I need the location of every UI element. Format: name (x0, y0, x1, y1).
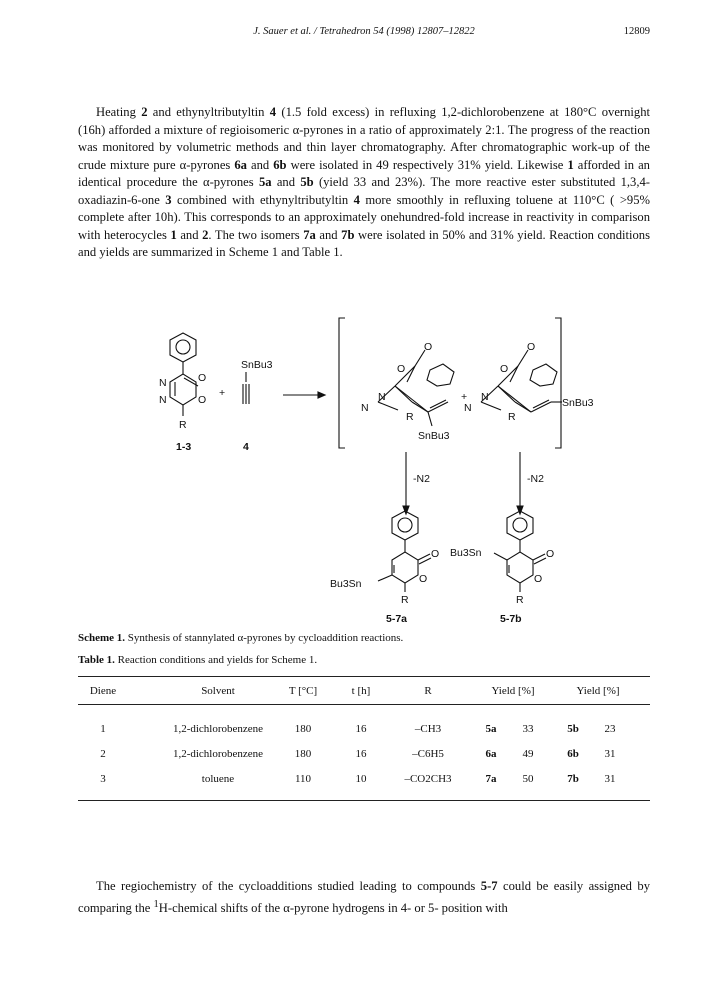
table-caption-text: Reaction conditions and yields for Scheme 1. (114, 654, 318, 666)
header-time: t [h] (351, 685, 371, 697)
header-r: R (424, 685, 432, 697)
scheme-1-figure (0, 300, 720, 630)
cell-yield-b: 23 (604, 723, 616, 735)
atom-n: N (159, 377, 167, 389)
scheme-caption (78, 632, 650, 644)
label-product-b: 5-7b (500, 613, 522, 625)
running-header (78, 26, 650, 42)
reagent-snbu3: SnBu3 (241, 359, 273, 371)
cell-diene: 1 (100, 723, 106, 735)
label-product-a: 5-7a (386, 613, 408, 625)
page-number: 12809 (623, 26, 650, 37)
atom-n: N (378, 391, 386, 403)
cell-time: 16 (355, 723, 367, 735)
cell-temperature: 180 (294, 723, 312, 735)
header-yield-a: Yield [%] (491, 685, 535, 697)
journal-citation: J. Sauer et al. / Tetrahedron 54 (1998) 12807–12822 (253, 26, 475, 37)
table-bottom-rule (78, 800, 650, 801)
product-pyrone-b (450, 511, 554, 625)
atom-r: R (179, 419, 187, 431)
cell-r: –CO2CH3 (404, 773, 452, 785)
cell-temperature: 180 (294, 748, 312, 760)
atom-o: O (198, 394, 207, 406)
bicyclic-intermediate-b (464, 341, 594, 423)
atom-o: O (397, 363, 406, 375)
header-temperature: T [°C] (288, 685, 318, 697)
substituent-snbu3: SnBu3 (418, 430, 450, 442)
cell-compound-a: 5a (485, 723, 497, 735)
table-caption (78, 654, 650, 666)
bicyclic-intermediate-a (361, 341, 454, 442)
step-label: -N2 (527, 473, 544, 485)
cell-time: 10 (355, 773, 367, 785)
body-paragraph-2: The regiochemistry of the cycloadditions studied leading to compounds 5-7 could be easily assigned by comparing the $^1$H-chemical shifts of the α-pyrone hydrogens in 4- or 5- position with (78, 879, 650, 915)
atom-o: O (419, 573, 428, 585)
plus-sign: + (461, 391, 468, 403)
scheme-caption-label: Scheme 1. (78, 632, 126, 644)
cell-diene: 2 (100, 748, 106, 760)
atom-n: N (361, 402, 369, 414)
atom-o: O (431, 548, 440, 560)
reactant-oxadiazinone (159, 333, 206, 453)
atom-o: O (527, 341, 536, 353)
cell-compound-a: 6a (485, 748, 497, 760)
cell-compound-b: 6b (567, 748, 579, 760)
cell-solvent: toluene (201, 773, 235, 785)
body-paragraph-1: Heating 2 and ethynyltributyltin 4 (1.5 fold excess) in refluxing 1,2-dichlorobenzene at 180°C overnight (16h) afforded a mixture of regioisomeric α-pyrones in a ratio of approximately 2:1. The progress of the reaction was monitored by volumetric methods and thin layer chromatography. After chromatographic work-up of the crude mixture pure α-pyrones 6a and 6b were isolated in 49 respectively 31% yield. Likewise 1 afforded in an identical procedure the α-pyrones 5a and 5b (yield 33 and 23%). The more reactive ester substituted 1,3,4-oxadiazin-6-one 3 combined with ethynyltributyltin 4 more smoothly in refluxing toluene at 110°C ( >95% complete after 10h). This corresponds to an approximately onehundred-fold increase in reactivity in comparison with heterocycles 1 and 2. The two isomers 7a and 7b were isolated in 50% and 31% yield. Reaction conditions and yields are summarized in Scheme 1 and Table 1. (78, 105, 651, 259)
atom-o: O (424, 341, 433, 353)
cell-solvent: 1,2-dichlorobenzene (172, 723, 264, 735)
cell-yield-a: 49 (522, 748, 534, 760)
substituent-bu3sn: Bu3Sn (450, 547, 482, 559)
atom-o: O (500, 363, 509, 375)
cell-solvent: 1,2-dichlorobenzene (172, 748, 264, 760)
cell-compound-b: 5b (567, 723, 579, 735)
scheme-caption-text: Synthesis of stannylated α-pyrones by cycloaddition reactions. (125, 632, 404, 644)
atom-r: R (516, 594, 524, 606)
atom-o: O (534, 573, 543, 585)
atom-r: R (406, 411, 414, 423)
atom-r: R (508, 411, 516, 423)
label-alkyne: 4 (243, 441, 249, 453)
cell-compound-a: 7a (485, 773, 497, 785)
cell-r: –C6H5 (412, 748, 444, 760)
cell-temperature: 110 (294, 773, 312, 785)
product-pyrone-a (330, 511, 439, 625)
step-label: -N2 (413, 473, 430, 485)
label-reactant: 1-3 (176, 441, 192, 453)
cell-yield-a: 33 (522, 723, 534, 735)
table-top-rule (78, 676, 650, 677)
table-caption-label: Table 1. (78, 654, 115, 666)
header-yield-b: Yield [%] (576, 685, 620, 697)
atom-r: R (401, 594, 409, 606)
cell-yield-a: 50 (522, 773, 534, 785)
cell-r: –CH3 (414, 723, 442, 735)
atom-o: O (198, 372, 207, 384)
cell-diene: 3 (100, 773, 106, 785)
cell-compound-b: 7b (567, 773, 579, 785)
plus-sign: + (219, 387, 226, 399)
substituent-bu3sn: Bu3Sn (330, 578, 362, 590)
header-diene: Diene (89, 685, 117, 697)
atom-n: N (481, 391, 489, 403)
atom-o: O (546, 548, 555, 560)
header-solvent: Solvent (201, 685, 235, 697)
cell-yield-b: 31 (604, 773, 616, 785)
reactant-alkyne (241, 359, 273, 453)
cell-yield-b: 31 (604, 748, 616, 760)
atom-n: N (159, 394, 167, 406)
cell-time: 16 (355, 748, 367, 760)
substituent-snbu3: SnBu3 (562, 397, 594, 409)
atom-n: N (464, 402, 472, 414)
table-header-rule (78, 704, 650, 705)
